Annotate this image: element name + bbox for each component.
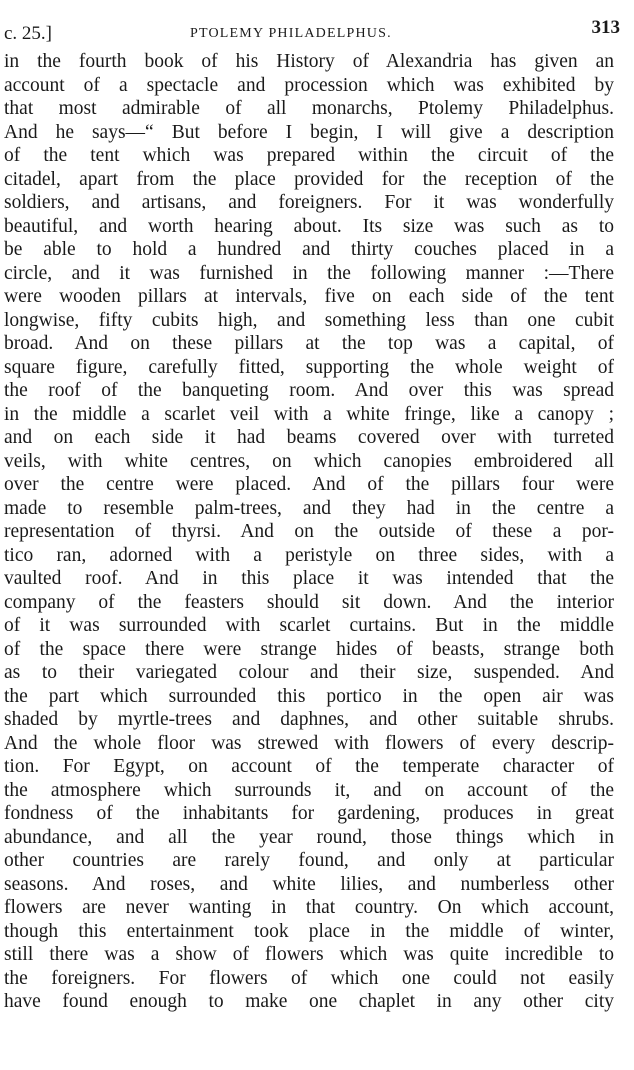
text-line: longwise, fifty cubits high, and something less than one cubit xyxy=(4,309,614,331)
text-line: square figure, carefully fitted, supporting the whole weight of xyxy=(4,356,614,378)
text-line: And he says—“ But before I begin, I will give a description xyxy=(4,121,614,143)
text-line: still there was a show of flowers which was quite incredible to xyxy=(4,944,614,965)
running-header xyxy=(4,12,620,44)
text-line: fondness of the inhabitants for gardening, produces in great xyxy=(4,803,614,824)
chapter-reference: c. 25.] xyxy=(4,23,53,44)
text-line: other countries are rarely found, and only at particular xyxy=(4,850,614,871)
text-line: in the middle a scarlet veil with a white fringe, like a canopy ; xyxy=(4,403,614,425)
text-line: have found enough to make one chaplet in any other city xyxy=(4,991,614,1012)
text-line: in the fourth book of his History of Alexandria has given an xyxy=(4,51,614,72)
running-title: PTOLEMY PHILADELPHUS. xyxy=(190,26,392,41)
text-line: shaded by myrtle-trees and daphnes, and other suitable shrubs. xyxy=(4,709,614,730)
text-line: company of the feasters should sit down. And the interior xyxy=(4,591,614,613)
text-line: though this entertainment took place in the middle of winter, xyxy=(4,920,614,942)
text-line: representation of thyrsi. And on the outside of these a por- xyxy=(4,521,614,542)
text-line: broad. And on these pillars at the top was a capital, of xyxy=(4,333,614,354)
text-line: of the space there were strange hides of beasts, strange both xyxy=(4,638,614,660)
text-line: And the whole floor was strewed with flowers of every descrip- xyxy=(4,732,614,754)
text-line: the roof of the banqueting room. And over this was spread xyxy=(4,380,614,401)
text-line: flowers are never wanting in that country. On which account, xyxy=(4,897,614,918)
text-line: beautiful, and worth hearing about. Its size was such as to xyxy=(4,215,614,237)
text-line: and on each side it had beams covered over with turreted xyxy=(4,427,614,448)
text-line: vaulted roof. And in this place it was intended that the xyxy=(4,568,614,589)
text-line: citadel, apart from the place provided for the reception of the xyxy=(4,168,614,190)
text-line: circle, and it was furnished in the following manner :—There xyxy=(4,262,614,284)
text-line: veils, with white centres, on which canopies embroidered all xyxy=(4,450,614,472)
text-line: seasons. And roses, and white lilies, and numberless other xyxy=(4,873,614,895)
text-line: abundance, and all the year round, those things which in xyxy=(4,826,614,848)
text-line: as to their variegated colour and their size, suspended. And xyxy=(4,662,614,683)
text-line: tico ran, adorned with a peristyle on three sides, with a xyxy=(4,544,614,566)
body-text xyxy=(4,50,614,1014)
page-number: 313 xyxy=(591,17,620,38)
text-line: the atmosphere which surrounds it, and on account of the xyxy=(4,779,614,801)
text-line: soldiers, and artisans, and foreigners. For it was wonderfully xyxy=(4,192,614,213)
text-line: the part which surrounded this portico in the open air was xyxy=(4,685,614,707)
text-line: be able to hold a hundred and thirty couches placed in a xyxy=(4,239,614,260)
text-line: were wooden pillars at intervals, five on each side of the tent xyxy=(4,286,614,307)
text-line: that most admirable of all monarchs, Ptolemy Philadelphus. xyxy=(4,98,614,119)
text-line: account of a spectacle and procession which was exhibited by xyxy=(4,74,614,96)
text-line: tion. For Egypt, on account of the temperate character of xyxy=(4,756,614,777)
text-line: the foreigners. For flowers of which one could not easily xyxy=(4,967,614,989)
text-line: of the tent which was prepared within the circuit of the xyxy=(4,145,614,166)
text-line: of it was surrounded with scarlet curtains. But in the middle xyxy=(4,615,614,636)
text-line: made to resemble palm-trees, and they had in the centre a xyxy=(4,497,614,519)
text-line: over the centre were placed. And of the pillars four were xyxy=(4,474,614,495)
